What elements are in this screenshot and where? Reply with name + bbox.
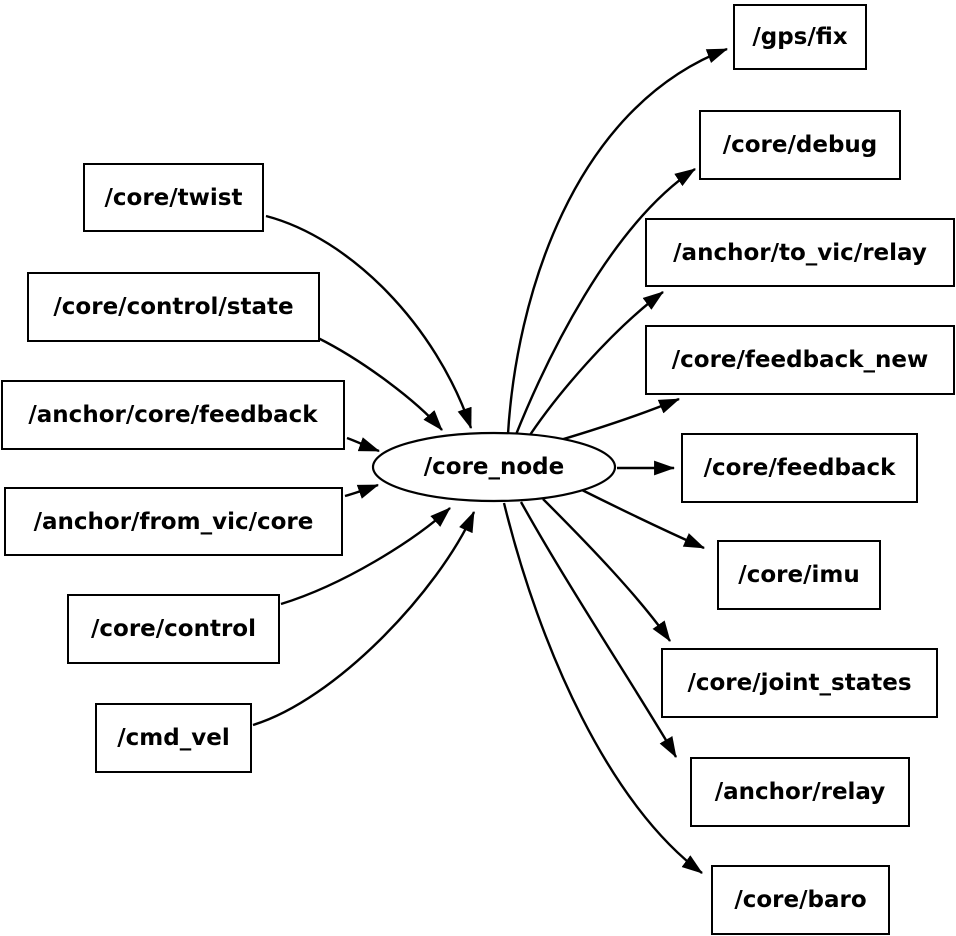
topic-label: /cmd_vel	[117, 725, 230, 751]
topic-label: /core/joint_states	[687, 670, 912, 696]
topic-node-core-imu	[717, 540, 881, 610]
topic-label: /core/debug	[722, 132, 878, 158]
topic-node-anchor-relay	[690, 757, 910, 827]
topic-label: /core/feedback	[703, 455, 896, 481]
topic-node-anchor-from-vic-core	[4, 487, 343, 556]
topic-label: /anchor/from_vic/core	[33, 508, 314, 535]
topic-node-core-feedback	[681, 433, 918, 503]
topic-node-anchor-core-feedback	[1, 380, 345, 450]
topic-label: /core/twist	[104, 184, 243, 211]
topic-node-core-joint-states	[661, 648, 938, 718]
topic-label: /core/control	[90, 616, 256, 642]
topic-label: /core/imu	[738, 562, 860, 588]
topic-label: /core/control/state	[53, 294, 294, 320]
topic-node-gps-fix	[733, 4, 867, 70]
center-node-label: /core_node	[423, 454, 565, 480]
topic-node-core-control-state	[27, 272, 320, 342]
topic-label: /anchor/to_vic/relay	[673, 239, 927, 266]
topic-label: /core/baro	[734, 887, 867, 913]
topic-node-core-twist	[83, 163, 264, 232]
topic-node-cmd-vel	[95, 703, 252, 773]
topic-label: /anchor/relay	[714, 779, 886, 805]
topic-node-core-control	[67, 594, 280, 664]
topic-label: /gps/fix	[752, 24, 848, 50]
topic-node-core-debug	[699, 110, 901, 180]
topic-node-anchor-to-vic-relay	[645, 218, 955, 287]
edge-core-node-to-core-debug	[515, 169, 695, 437]
topic-node-core-feedback-new	[645, 325, 955, 395]
topic-node-core-baro	[711, 865, 890, 935]
topic-label: /core/feedback_new	[671, 347, 929, 373]
topic-label: /anchor/core/feedback	[28, 402, 318, 428]
